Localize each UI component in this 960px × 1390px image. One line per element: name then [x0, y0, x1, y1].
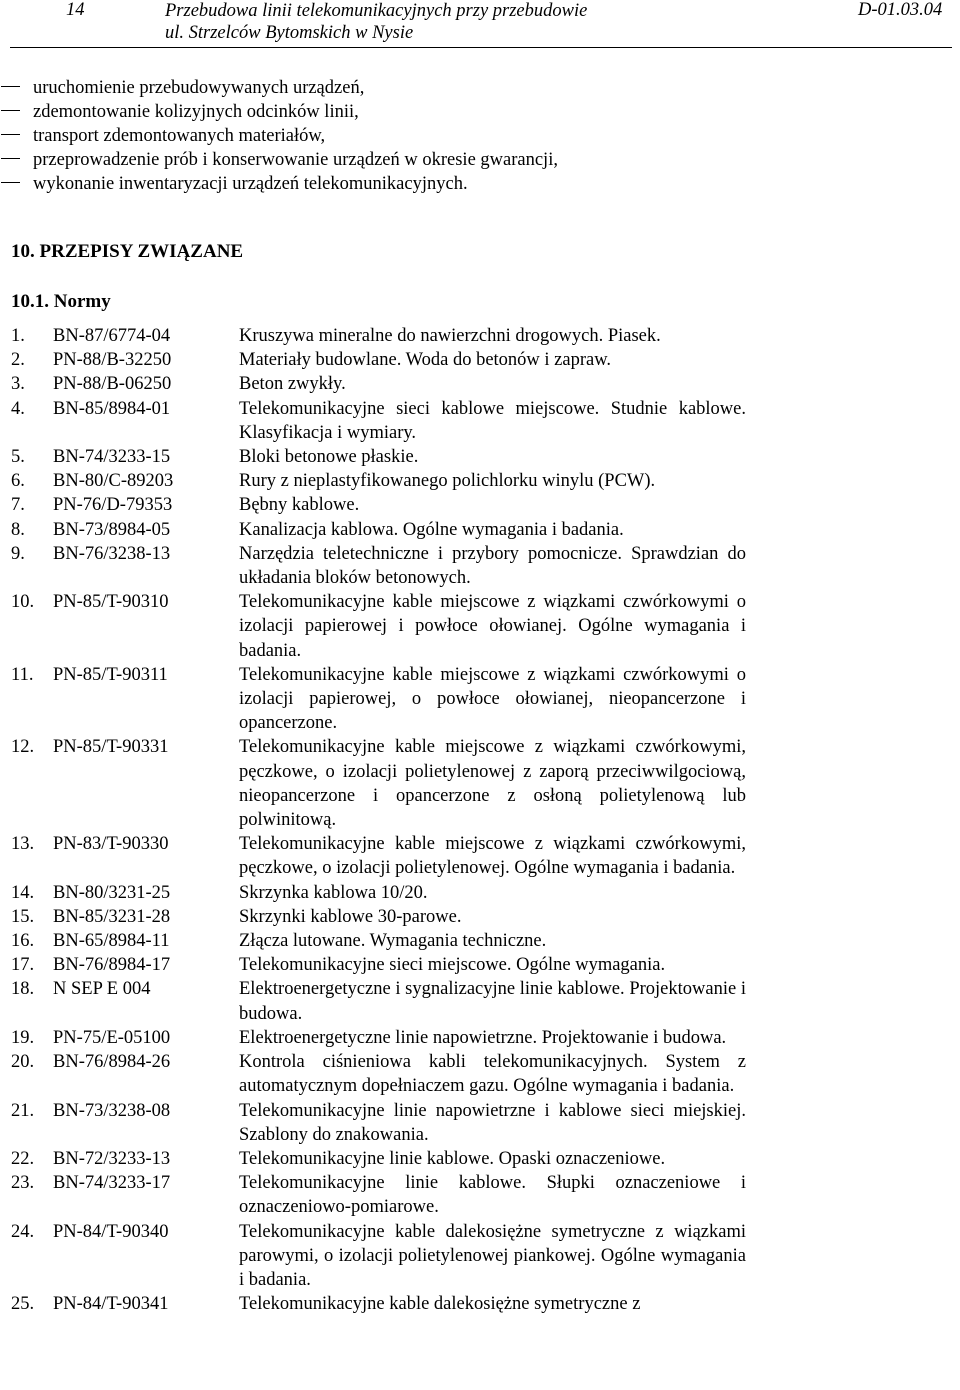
- norm-row: [0, 1147, 960, 1171]
- norm-title: Elektroenergetyczne linie napowietrzne. Projektowanie i budowa.: [239, 1027, 727, 1048]
- norm-code: PN-75/E-05100: [53, 1027, 171, 1048]
- norm-code: BN-76/3238-13: [53, 543, 171, 564]
- norm-title: Materiały budowlane. Woda do betonów i zapraw.: [239, 350, 611, 371]
- norm-code: N SEP E 004: [53, 979, 151, 1000]
- norm-number: 12.: [11, 737, 35, 758]
- norm-row: [0, 348, 960, 372]
- norm-row: [0, 832, 960, 880]
- norm-title: Telekomunikacyjne kable miejscowe z wiązkami czwórkowymi, pęczkowe, o izolacji polietylenowej z zaporą przeciwwilgociową, nieopancerzone i opancerzone z osłoną polietylenową lub polwinitową.: [239, 737, 746, 831]
- norm-title: Telekomunikacyjne linie kablowe. Opaski oznaczeniowe.: [239, 1148, 666, 1169]
- norm-title: Telekomunikacyjne kable miejscowe z wiązkami czwórkowymi, pęczkowe, o izolacji polietylenowej. Ogólne wymagania i badania.: [239, 834, 746, 879]
- norm-title: Bębny kablowe.: [239, 495, 360, 516]
- norm-row: [0, 1171, 960, 1219]
- section-heading: 10. PRZEPISY ZWIĄZANE: [11, 241, 244, 262]
- list-item: transport zdemontowanych materiałów,: [0, 124, 558, 148]
- norm-row: [0, 953, 960, 977]
- norm-code: PN-85/T-90310: [53, 592, 169, 613]
- norm-code: BN-85/8984-01: [53, 398, 171, 419]
- norm-code: BN-85/3231-28: [53, 906, 171, 927]
- norm-title: Telekomunikacyjne sieci miejscowe. Ogólne wymagania.: [239, 955, 666, 976]
- norm-row: [0, 518, 960, 542]
- norm-row: [0, 663, 960, 736]
- norm-number: 19.: [11, 1027, 35, 1048]
- header-title-line1: Przebudowa linii telekomunikacyjnych przy przebudowie: [165, 1, 588, 21]
- norm-number: 10.: [11, 592, 35, 613]
- norm-number: 7.: [11, 495, 25, 516]
- norm-title: Kanalizacja kablowa. Ogólne wymagania i badania.: [239, 519, 624, 540]
- norm-number: 21.: [11, 1100, 35, 1121]
- norm-number: 14.: [11, 882, 35, 903]
- norm-title: Elektroenergetyczne i sygnalizacyjne linie kablowe. Projektowanie i budowa.: [239, 979, 746, 1024]
- norm-row: [0, 372, 960, 396]
- subsection-heading: 10.1. Normy: [11, 291, 111, 312]
- norm-code: BN-74/3233-15: [53, 447, 171, 468]
- norm-row: [0, 590, 960, 663]
- dash-list: [0, 76, 558, 196]
- norm-row: [0, 397, 960, 445]
- norm-row: [0, 445, 960, 469]
- list-item: przeprowadzenie prób i konserwowanie urządzeń w okresie gwarancji,: [0, 148, 558, 172]
- norm-title: Kruszywa mineralne do nawierzchni drogowych. Piasek.: [239, 326, 661, 346]
- norm-number: 4.: [11, 398, 25, 419]
- norm-title: Telekomunikacyjne kable dalekosiężne symetryczne z: [239, 1294, 641, 1315]
- norm-row: [0, 1220, 960, 1293]
- norm-number: 1.: [11, 326, 25, 346]
- norm-number: 25.: [11, 1294, 35, 1315]
- norm-number: 20.: [11, 1052, 35, 1073]
- norm-code: PN-85/T-90331: [53, 737, 169, 758]
- norm-title: Telekomunikacyjne sieci kablowe miejscowe. Studnie kablowe. Klasyfikacja i wymiary.: [239, 398, 746, 443]
- norm-title: Bloki betonowe płaskie.: [239, 447, 419, 468]
- norm-code: BN-65/8984-11: [53, 931, 170, 952]
- norm-row: [0, 977, 960, 1025]
- norm-number: 16.: [11, 931, 35, 952]
- norm-number: 17.: [11, 955, 35, 976]
- list-item: uruchomienie przebudowywanych urządzeń,: [0, 76, 558, 100]
- norm-row: [0, 542, 960, 590]
- norm-number: 8.: [11, 519, 25, 540]
- norm-code: PN-84/T-90340: [53, 1221, 169, 1242]
- norm-code: BN-80/C-89203: [53, 471, 174, 492]
- header-rule: [10, 47, 952, 48]
- list-item: wykonanie inwentaryzacji urządzeń telekomunikacyjnych.: [0, 172, 558, 196]
- norm-code: BN-73/8984-05: [53, 519, 171, 540]
- norm-code: PN-88/B-32250: [53, 350, 172, 371]
- norm-code: BN-80/3231-25: [53, 882, 171, 903]
- norm-code: BN-73/3238-08: [53, 1100, 171, 1121]
- norms-list: [0, 324, 960, 1316]
- norm-number: 2.: [11, 350, 25, 371]
- norm-title: Telekomunikacyjne linie napowietrzne i kablowe sieci miejskiej. Szablony do znakowania.: [239, 1100, 746, 1145]
- norm-row: [0, 1292, 960, 1316]
- norm-row: [0, 929, 960, 953]
- norm-row: [0, 735, 960, 832]
- norm-code: BN-76/8984-17: [53, 955, 171, 976]
- norm-code: PN-83/T-90330: [53, 834, 169, 855]
- norm-row: [0, 1099, 960, 1147]
- norm-title: Skrzynka kablowa 10/20.: [239, 882, 428, 903]
- norm-title: Kontrola ciśnieniowa kabli telekomunikacyjnych. System z automatycznym dopełniaczem gazu. Ogólne wymagania i badania.: [239, 1052, 746, 1097]
- norm-code: BN-76/8984-26: [53, 1052, 171, 1073]
- norm-title: Skrzynki kablowe 30-parowe.: [239, 906, 462, 927]
- norm-number: 9.: [11, 543, 25, 564]
- page-header: [0, 0, 960, 48]
- norm-code: PN-76/D-79353: [53, 495, 173, 516]
- norm-row: [0, 881, 960, 905]
- norm-title: Telekomunikacyjne kable dalekosiężne symetryczne z wiązkami parowymi, o izolacji polietylenowej piankowej. Ogólne wymagania i badania.: [239, 1221, 746, 1290]
- norm-number: 18.: [11, 979, 35, 1000]
- norm-number: 5.: [11, 447, 25, 468]
- norm-title: Narzędzia teletechniczne i przybory pomocnicze. Sprawdzian do układania bloków betonowych.: [239, 543, 746, 589]
- norm-code: PN-85/T-90311: [53, 664, 168, 685]
- norm-number: 22.: [11, 1148, 35, 1169]
- norm-code: BN-87/6774-04: [53, 326, 171, 346]
- norm-title: Złącza lutowane. Wymagania techniczne.: [239, 931, 547, 952]
- document-code: D-01.03.04: [858, 0, 943, 20]
- header-title-line2: ul. Strzelców Bytomskich w Nysie: [165, 23, 414, 43]
- norm-title: Beton zwykły.: [239, 374, 346, 395]
- norm-title: Telekomunikacyjne linie kablowe. Słupki oznaczeniowe i oznaczeniowo-pomiarowe.: [239, 1173, 746, 1218]
- norm-number: 13.: [11, 834, 35, 855]
- norm-code: PN-84/T-90341: [53, 1294, 169, 1315]
- norm-title: Telekomunikacyjne kable miejscowe z wiązkami czwórkowymi o izolacji papierowej, o powłoce ołowianej, nieopancerzone i opancerzone.: [239, 664, 746, 734]
- norm-number: 6.: [11, 471, 25, 492]
- norm-title: Telekomunikacyjne kable miejscowe z wiązkami czwórkowymi o izolacji papierowej i powłoce ołowianej. Ogólne wymagania i badania.: [239, 592, 746, 661]
- list-item: zdemontowanie kolizyjnych odcinków linii,: [0, 100, 558, 124]
- page-number: 14: [66, 0, 85, 20]
- norm-row: [0, 324, 960, 348]
- norm-row: [0, 1050, 960, 1098]
- norm-code: BN-74/3233-17: [53, 1173, 171, 1194]
- norm-code: BN-72/3233-13: [53, 1148, 171, 1169]
- norm-code: PN-88/B-06250: [53, 374, 172, 395]
- norm-title: Rury z nieplastyfikowanego polichlorku winylu (PCW).: [239, 471, 656, 492]
- norm-row: [0, 1026, 960, 1050]
- norm-number: 3.: [11, 374, 25, 395]
- norm-number: 24.: [11, 1221, 35, 1242]
- norm-row: [0, 905, 960, 929]
- norm-number: 15.: [11, 906, 35, 927]
- header-title: [165, 0, 587, 44]
- norm-number: 11.: [11, 664, 34, 685]
- norm-number: 23.: [11, 1173, 35, 1194]
- norm-row: [0, 469, 960, 493]
- norm-row: [0, 493, 960, 517]
